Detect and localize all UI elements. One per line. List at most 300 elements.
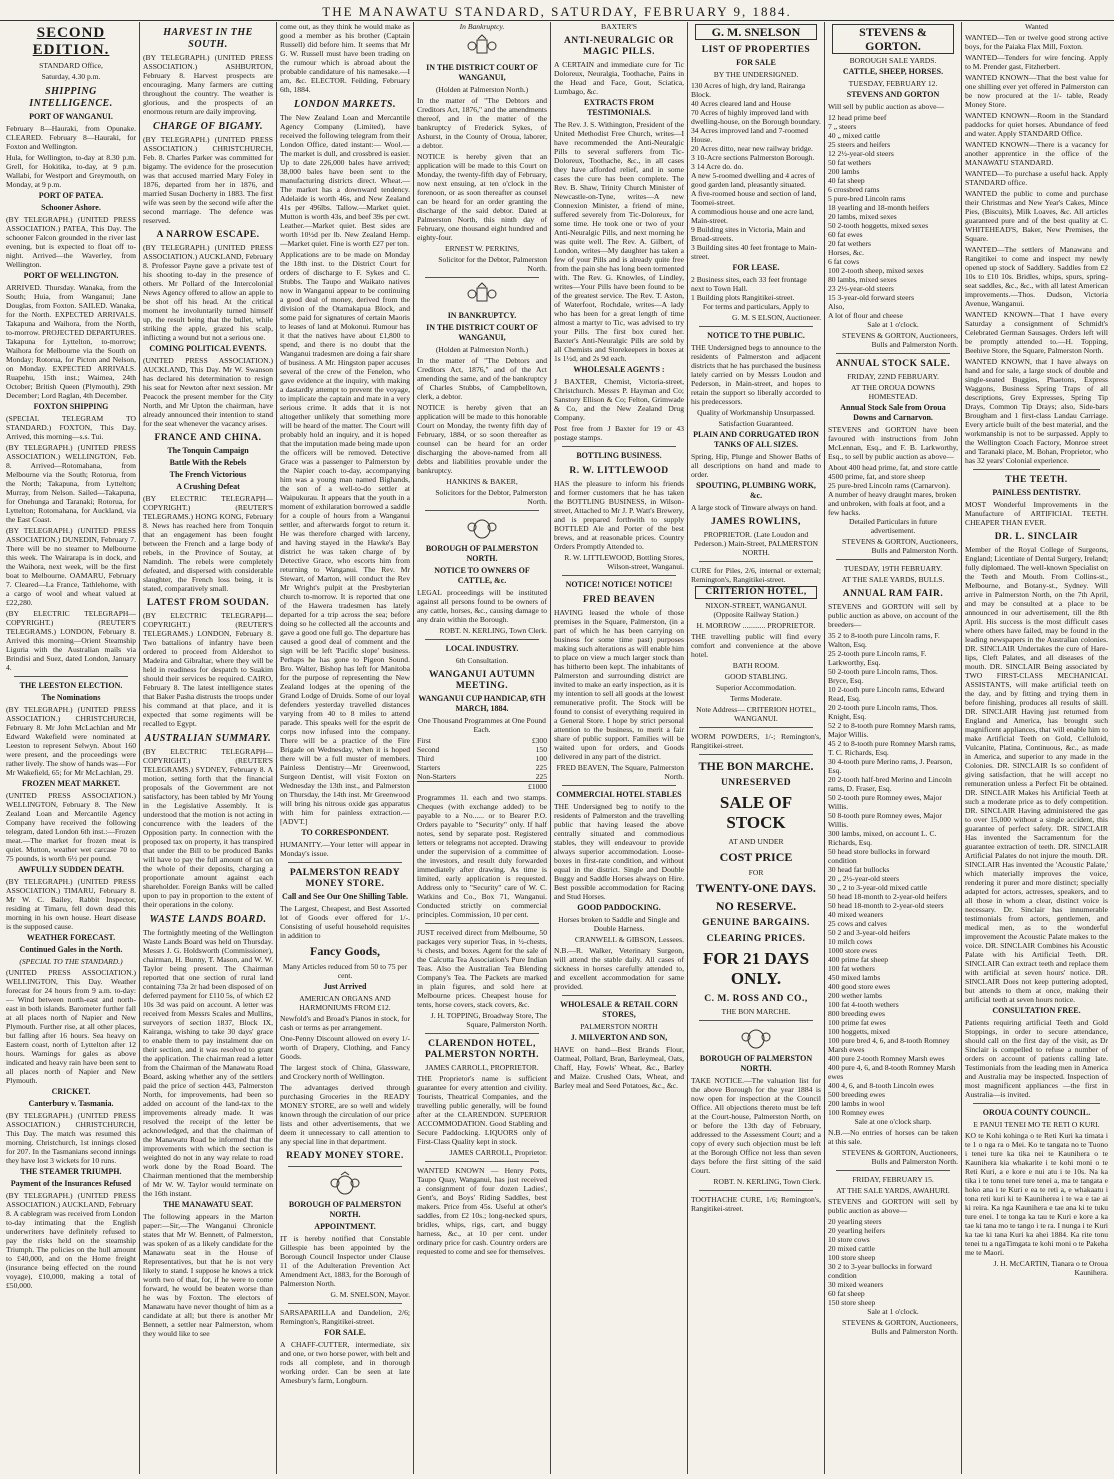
steamer-text: (BY TELEGRAPH.) (UNITED PRESS ASSOCIATION.) AUCKLAND, February 8. A cablegram was received from London to-day intimating that the English underwriters have definitely refused to pay the risks held on the steamship Triumph. The policies on the hull amount to £40,000, and on the Home freight (insurance being effected on the round voyage), £10,000, making a total of £50,000. — [6, 1191, 136, 1290]
friday-15: FRIDAY, FEBRUARY 15. — [852, 1175, 934, 1184]
divider — [562, 446, 676, 447]
weather-text: (UNITED PRESS ASSOCIATION.) WELLINGTON, This Day. Weather forecast for 24 hours from 9 a.m. to-day:— Wind between north-east and north-east in both islands. Barometer further fall at all places north of Napier and New Plymouth. Further rise, at all other places, but falling after 16 hours. Sea heavy on Eastern coast, north of Lyttelton after 12 hours. Warnings for gales as above indicated and heavy rain have been sent to all places north of Napier and New Plymouth. — [6, 968, 136, 1085]
signature-1b: Solicitor for the Debtor, Palmerston North. — [438, 255, 547, 273]
bigamy-heading: CHARGE OF BIGAMY. — [152, 121, 264, 132]
appointment-signature: G. M. SNELSON, Mayor. — [330, 1290, 410, 1299]
property-item: 3 14 Acre do. do. — [691, 162, 744, 171]
county-heading: OROUA COUNTY COUNCIL. — [982, 1108, 1091, 1117]
divider — [699, 1020, 813, 1021]
littlewood-signature: R. W. LITTLEWOOD, Bottling Stores, Wilson-street, Wanganui. — [564, 553, 684, 571]
stock-item: 10 milch cows — [828, 937, 873, 946]
matter-1: In the matter of "The Debtors and Creditors Act, 1876," and the amendments thereof, and in the matter of the bankruptcy of Frederick Sykes, of Ashurst, in the County of Oroua, laborer, a debtor. — [417, 96, 547, 150]
sudden-text: (BY TELEGRAPH.) (UNITED PRESS ASSOCIATION.) TIMARU, February 8. Mr W. C. Bailey, Rabbit Inspector, residing at Timaru, fell down dead this morning in his own house. Heart disease is the supposed cause. — [6, 877, 136, 931]
weather-special: (SPECIAL TO THE STANDARD.) — [19, 957, 123, 966]
divider — [562, 785, 676, 786]
bath-room: BATH ROOM. — [732, 661, 780, 670]
stock-item: 100 prime fat ewes — [828, 1018, 886, 1027]
france-text: (BY ELECTRIC TELEGRAPH—COPYRIGHT.) (REUTER'S TELEGRAMS.) HONG KONG, February 8. News has reached here from Tonquin that an engagement has been fought between the French and a large body of rebels, in the Province of Soutay, at Namdinh. The rebels were completely defeated, and dispersed with considerable slaughter, the French loss being, it is stated, comparatively small. — [143, 494, 273, 593]
wanted-5: WANTED KNOWN—There is a vacancy for another apprentice in the office of the MANAWATU STANDARD. — [965, 140, 1108, 167]
property-item: 70 Acres of highly improved land with dwelling-house, on the Borough boundary. — [691, 108, 821, 126]
bon-marche-heading: THE BON MARCHE. — [698, 759, 814, 773]
borough-heading: BOROUGH OF PALMERSTON NORTH. — [425, 544, 539, 563]
store-heading: PALMERSTON READY MONEY STORE. — [289, 868, 401, 889]
for-sale-heading: FOR SALE. — [324, 1328, 366, 1337]
stock-item: 20 mixed cattle — [828, 1244, 875, 1253]
france-sub-3: The French Victorious — [169, 470, 247, 479]
awahuri-yards: AT THE SALE YARDS, AWAHURI. — [836, 1186, 950, 1195]
prize-label: First — [417, 736, 431, 745]
cricket-heading: CRICKET. — [51, 1087, 91, 1096]
appointment-heading: APPOINTMENT. — [314, 1222, 376, 1231]
lease-list — [691, 275, 821, 302]
property-item: 3 Building sites 40 feet frontage to Main-street. — [691, 243, 817, 261]
stock-item: 20 2-tooth pure Lincoln rams, Thos. Knight, Esq. — [828, 703, 938, 721]
stock-item: 400 good store ewes — [828, 982, 891, 991]
painless-dentistry: PAINLESS DENTISTRY. — [992, 488, 1081, 497]
column-7 — [828, 22, 958, 1472]
property-item: 34 Acres improved land and 7-roomed House. — [691, 126, 809, 144]
stock-item: 30 mixed weaners — [828, 1280, 884, 1289]
snelson-signature: G. M. S ELSON, Auctioneer. — [731, 313, 821, 322]
stock-item: 50 fat wethers — [828, 158, 872, 167]
divider — [699, 561, 813, 562]
stock-item: 400 pure 2-tooth Romney Marsh ewes — [828, 1054, 945, 1063]
london-heading: LONDON MARKETS. — [294, 99, 396, 110]
corn-stores-place: PALMERSTON NORTH — [580, 1022, 658, 1031]
ram-list — [828, 631, 958, 1117]
stock-item: 45 2 to 8-tooth pure Romney Marsh rams, T. C. Richards, Esq. — [828, 739, 956, 757]
quality: Quality of Workmanship Unsurpassed. — [697, 408, 815, 417]
divider — [699, 754, 813, 755]
at-and-under: AT AND UNDER — [728, 837, 784, 846]
stock-item: 50 2 and 3-year-old heifers — [828, 928, 911, 937]
stock-item: 300 lambs, mixed, on account L. C. Richards, Esq. — [828, 829, 937, 847]
spouting: SPOUTING, PLUMBING WORK, &c. — [696, 481, 816, 500]
wanted-6: WANTED—To purchase a useful hack. Apply STANDARD office. — [965, 169, 1108, 187]
consultation-text: Patients requiring artificial Teeth and Gold Stoppings, in order to secure attendance, should call on the first day of the visit, as Dr Sinclair is compelled to refuse a number of orders on account of patients calling late. Testimonials from the leading men in America and Australia may be inspected. Inspection of most magnificent appliances —the first in Australia—is invited. — [965, 1018, 1108, 1099]
sg-intro-1: Will sell by public auction as above— — [828, 102, 945, 111]
property-item: A new 5-roomed dwelling and 4 acres of good garden land, pleasantly situated. — [691, 171, 815, 189]
consultation-heading: CONSULTATION FREE. — [992, 1006, 1081, 1015]
port-wanganui: PORT OF WANGANUI. — [29, 112, 113, 121]
stock-item: 25 2-tooth pure Lincoln rams, F. Larkworthy, Esq. — [828, 649, 927, 667]
sale-time-3: Sale at 1 o'clock. — [867, 1307, 919, 1316]
consultation: 6th Consultation. — [455, 656, 509, 665]
panui-heading: E PANUI TENEI MO TE RETI O KURI. — [973, 1120, 1100, 1129]
prize-row — [417, 754, 547, 763]
sg-heading-1: STEVENS AND GORTON — [846, 90, 940, 99]
criterion-location: NIXON-STREET, WANGANUI. (Opposite Railway Station.) — [705, 601, 807, 619]
tuesday-19: TUESDAY, 19TH FEBRUARY. — [843, 564, 943, 573]
stock-list-1 — [828, 113, 958, 320]
sarsaparilla-ad: SARSAPARILLA and Dandelion, 2/6; Remington's, Rangitikei-street. — [280, 1308, 410, 1326]
prize-amount: 150 — [535, 745, 547, 754]
terms: For terms and particulars, Apply to — [702, 302, 810, 311]
stock-item: 200 wether lambs — [828, 991, 882, 1000]
sale-time-1: Sale at 1 o'clock. — [867, 320, 919, 329]
wanted-heading: Wanted — [1024, 22, 1048, 31]
column-5 — [554, 22, 684, 1472]
paddocking: GOOD PADDOCKING. — [577, 903, 661, 912]
stock-item: Also, — [828, 302, 845, 311]
bigamy-text: (BY TELEGRAPH.) (UNITED PRESS ASSOCIATION.) CHRISTCHURCH, Feb. 8. Charles Parker was committed for bigamy. The evidence for the prosecution was that accused married Mary Foley in 1876, departed from her in 1876, and married Susan Docherty in 1883. The first wife was seen by the second wife after the second marriage. The defence was reserved. — [143, 135, 273, 225]
oroua-homestead: AT THE OROUA DOWNS HOMESTEAD. — [851, 383, 935, 401]
auctioneers-1: STEVENS & GORTON, Auctioneers, Bulls and Palmerston North. — [841, 331, 958, 349]
rowlins-heading: JAMES ROWLINS, — [711, 517, 801, 527]
signature-2: HANKINS & BAKER, — [446, 477, 518, 486]
stock-item: 100 Romney ewes — [828, 1108, 885, 1117]
stock-item: 450 mixed lambs — [828, 973, 881, 982]
criterion-proprietor: H. MORROW ............ PROPRIETOR. — [696, 621, 816, 630]
column-rule — [824, 22, 825, 1474]
wanted-10: WANTED KNOWN, that I have always on hand and for sale, a large stock of double and single-seated Buggies, Phaetons, Express Waggons, Business Spring Traps of all descriptions, Grey Expresses, Spring Tip Drays, Common Tip Drays; also, Side-bars Brougham and 1 first-class Landau Carriage. Every article built of the best material, and the workmanship is not to be surpassed. Apply to the Wellington Coach Factory, Monroe street and Taranaki place, M. Bohan, Proprietor, who has 32 years' Colonial experience. — [965, 357, 1108, 465]
divider — [562, 995, 676, 996]
london-text: The New Zealand Loan and Mercantile Agency Company (Limited), have received the following telegram from their London Office, dated instant:— Wool.—The market is dull, and crossbred is easier. Up to date 226,000 bales have arrived; 38,000 bales have been sent to the manufacturing districts direct. Wheat.—The market has a downward tendency. Adelaide is worth 46s, and New Zealand 41s per 496lbs. Tallow.—Market quiet. Mutton is worth 43s, and beef 39s per cwt. Leather.—Market quiet. Best sides are worth 10½d per lb. New Zealand Hemp.—Market quiet. Fine is worth £27 per ton. — [280, 113, 410, 248]
wanted-9: WANTED KNOWN—That I have every Saturday a consignment of Schmidt's Celebrated German Sausages. Orders left will be promptly attended to.—H. Topping, Beehive Store, the Square, Palmerston North. — [965, 310, 1108, 355]
property-item: 20 Acres ditto, near new railway bridge. — [691, 144, 813, 153]
borough-sale-yards: BOROUGH SALE YARDS. — [849, 56, 937, 65]
stock-item: 50 2-tooth hoggetts, mixed sexes — [828, 221, 929, 230]
sudden-heading: AWFULLY SUDDEN DEATH. — [18, 865, 124, 874]
prize-table — [417, 736, 547, 781]
clearing-prices: CLEARING PRICES. — [706, 934, 806, 944]
foxton-text: (SPECIAL TELEGRAM TO STANDARD.) FOXTON, This Day. Arrived, this morning—s.s. Tui. — [6, 414, 136, 441]
election-text: (BY TELEGRAPH.) (UNITED PRESS ASSOCIATION.) CHRISTCHURCH, February 8. Mr John McLachlan and Mr Edward Wakefield were nominated at Leeston to represent Selwyn. About 160 were present, and the proceedings were rather lively. The show of hands was—For Mr Wakefield, 65; for Mr McLachlan, 29. — [6, 705, 136, 777]
standard-office: STANDARD Office, — [39, 61, 103, 70]
cricket-sub: Canterbury v. Tasmania. — [28, 1099, 114, 1108]
auctioneers-3: STEVENS & GORTON, Auctioneers, Bulls and Palmerston North. — [841, 1148, 958, 1166]
stevens-gorton-heading: STEVENS & GORTON. — [832, 24, 954, 54]
stock-item: 500 breeding ewes — [828, 1090, 885, 1099]
wanted-4: WANTED KNOWN—Room in the Standard paddocks for quiet horses. Abundance of feed and water. Apply STANDARD Office. — [965, 111, 1108, 138]
prize-row — [417, 736, 547, 745]
stock-item: 20 2-tooth half-bred Merino and Lincoln rams, D. Fraser, Esq. — [828, 775, 952, 793]
stock-item: 18 yearling and 18-month heifers — [828, 203, 930, 212]
pianos: Newfold's and Broad's Pianos in stock, for cash or terms as per arrangement. — [280, 1014, 410, 1032]
unreserved: UNRESERVED — [720, 778, 792, 788]
ross-heading: C. M. ROSS AND CO., — [704, 994, 808, 1004]
bankruptcy-2-title: IN BANKRUPTCY. — [447, 311, 517, 320]
stock-item: 60 fat sheep — [828, 1289, 865, 1298]
clarendon-heading: CLARENDON HOTEL, PALMERSTON NORTH. — [425, 1039, 539, 1060]
notice-heading: NOTICE! NOTICE! NOTICE! — [565, 580, 673, 589]
baxter-title: ANTI-NEURALGIC OR MAGIC PILLS. — [563, 36, 675, 57]
borough-heading: BOROUGH OF PALMERSTON NORTH. — [699, 1054, 813, 1073]
cable-text: (BY ELECTRIC TELEGRAPH—COPYRIGHT.) (REUTER'S TELEGRAMS.) LONDON, February 8. Arrived this morning—Orient Steamship Liguria with the Australian mails via Brindisi and Suez, dated London, January 4. — [6, 609, 136, 672]
divider — [836, 353, 950, 354]
prize-row — [417, 745, 547, 754]
bulls-yards: AT THE SALE YARDS, BULLS. — [841, 575, 945, 584]
stock-item: 400 prime fat sheep — [828, 955, 889, 964]
election-sub: The Nominations — [41, 693, 101, 702]
cattle-notice-heading: NOTICE TO OWNERS OF CATTLE, &c. — [434, 566, 530, 585]
stock-item: About 400 head prime, fat, and store cattle — [828, 463, 958, 472]
town-clerk: ROBT. N. KERLING, Town Clerk. — [439, 626, 547, 635]
awahuri-list — [828, 1217, 958, 1307]
prize-label: Third — [417, 754, 434, 763]
stock-item: 25 cows and calves — [828, 919, 887, 928]
stock-item: 50 2-tooth pure Romney ewes, Major Willis. — [828, 793, 942, 811]
sinclair-heading: DR. L. SINCLAIR — [994, 532, 1079, 542]
shipping-heading: SHIPPING INTELLIGENCE. — [29, 86, 113, 109]
coat-of-arms-icon — [328, 1171, 362, 1197]
local-industry: LOCAL INDUSTRY. — [445, 644, 519, 653]
divider — [425, 639, 539, 640]
clarendon-text: THE Proprietor's name is sufficient guarantee for every attention and civility. Tourists, Theatrical Companies, and the travelling public generally, will be found after at the CLARENDON. SUPERIOR ACCOMMODATION. Good Stabling and Secure Paddocking. LIQUORS only of First-Class Quality kept in stock. — [417, 1074, 547, 1146]
stock-item: 100 fat wethers — [828, 964, 875, 973]
notice-1: NOTICE is hereby given that an application will be made to this Court on Monday, the twenty-fifth day of February, now next ensuing, at ten o'clock in the forenoon, or as soon thereafter as counsel can be heard for an order granting the discharge of the said debtor. Dated at Palmerston North, this ninth day of February, one thousand eight hundred and eighty-four. — [417, 152, 547, 242]
wanted-7: WANTED the public to come and purchase their Christmas and New Year's Cakes, Mince Pies, (Biscuits), Milk Loaves, &c. All articles guaranteed pure and of the best quality at C. WHITEHEAD'S, Baker, New Premises, the Square. — [965, 189, 1108, 243]
baxter-text: A CERTAIN and immediate cure for Tic Doloreux, Neuralgia, Toothache, Pains in the Head and Face, Gout, Sciatica, Lumbago, &c. — [554, 60, 684, 96]
masthead-rule — [0, 20, 1114, 21]
stock-item: 15 3-year-old forward steers — [828, 293, 915, 302]
stock-item: 50 head store bullocks in forward condition — [828, 847, 930, 865]
seat-continued: come out, as they think he would make as good a member as his brother (Captain Russell) did before him. It seems that Mr G. W. Russell must have been trading on the rumour which is abroad about the probable candidature of his namesake.—I am, &c. ELECTOR. Feilding, February 6th, 1884. — [280, 22, 410, 94]
agents-heading: WHOLESALE AGENTS : — [573, 365, 665, 374]
stock-item: 20 „ 2½-year-old steers — [828, 874, 900, 883]
france-sub-2: Battle With the Rebels — [169, 458, 247, 467]
property-list — [691, 81, 821, 261]
column-3 — [280, 22, 410, 1472]
rms-heading: READY MONEY STORE. — [286, 1151, 404, 1161]
tinware: A large stock of Tinware always on hand. — [691, 503, 817, 512]
prize-amount: 100 — [535, 754, 547, 763]
steamer-sub: Payment of the Insurances Refused — [10, 1179, 132, 1188]
weather-sub: Continued Gales in the North. — [19, 945, 123, 954]
stock-item: 30 2 to 3-year bullocks in forward condition — [828, 1262, 932, 1280]
annual-sub: Annual Stock Sale from Oroua Downs and Carnarvon. — [840, 403, 946, 422]
column-rule — [413, 22, 414, 1474]
divider — [288, 1166, 402, 1167]
masthead: THE MANAWATU STANDARD, SATURDAY, FEBRUARY 9, 1884. — [322, 4, 792, 19]
ram-fair-heading: ANNUAL RAM FAIR. — [842, 589, 944, 599]
harvest-heading: HARVEST IN THE SOUTH. — [163, 27, 253, 50]
stock-item: 60 fat ewes — [828, 230, 863, 239]
stock-item: 52 2 to 8-tooth pure Romney Marsh rams, Major Willis. — [828, 721, 956, 739]
correspondent-heading: TO CORRESPONDENT. — [301, 828, 389, 837]
bottling-heading: BOTTLING BUSINESS. — [576, 451, 662, 460]
column-rule — [276, 22, 277, 1474]
frozen-text: (UNITED PRESS ASSOCIATION.) WELLINGTON, February 8. The New Zealand Loan and Mercantile Agency Company have received the following telegram, dated London 6th inst.:—Frozen meat.—The market for frozen meat is quiet. Mutton, weather wet carcase 70 to 75 pounds, is worth 6½ per pound. — [6, 791, 136, 863]
court-1-sub: (Holden at Palmerston North.) — [435, 85, 529, 94]
largest-stock: The largest stock of China, Glassware, and Crockery north of Wellington. — [280, 1063, 410, 1081]
divider — [699, 727, 813, 728]
signature-2b: Solicitors for the Debtor, Palmerston North. — [435, 488, 547, 506]
prize-row — [417, 772, 547, 781]
stock-item: 5 pure-bred Lincoln rams — [828, 194, 906, 203]
stock-item: 800 breeding ewes — [828, 1009, 885, 1018]
clarendon-signature: JAMES CARROLL, Proprietor. — [449, 1148, 547, 1157]
column-rule — [550, 22, 551, 1474]
stock-item: 40 mixed weaners — [828, 910, 884, 919]
properties-heading: LIST OF PROPERTIES — [701, 45, 811, 55]
valuation-notice: TAKE NOTICE.—The valuation list for the above Borough for the year 1884 is now open for inspection at the Council Office. All objections thereto must be left at the Court-house, Palmerston North, on or before the 13th day of February, addressed to the Assessment Court; and a copy of every such objection must be left at the Borough Office not less than seven days before the first sitting of the said Court. — [691, 1076, 821, 1175]
stock-item: 50 2-tooth pure Lincoln rams, Thos. Bryce, Esq. — [828, 667, 938, 685]
lease-item: 1 Building plots Rangitikei-street. — [691, 293, 795, 302]
store-sub: Call and See Our One Shilling Table. — [282, 892, 408, 901]
littlewood-heading: R. W. LITTLEWOOD — [569, 466, 669, 476]
twenty-one-days-only: FOR 21 DAYS ONLY. — [702, 949, 810, 988]
tea-ad: JUST received direct from Melbourne, 50 packages very superior Teas, in ½-chests, ¼ chests, and boxes. Agent for the sale of the Calcutta Tea Association's Pure Indian Teas. Also the Australian Tea Blending Company's Tea. The Packets are marked in plain figures, and sold here at Melbourne prices. Cheapest house for tents, horse covers, stack covers, &c. — [417, 928, 547, 1009]
auctioneers-2: STEVENS & GORTON, Auctioneers, Bulls and Palmerston North. — [841, 537, 958, 555]
piles-cure: CURE for Piles, 2/6, internal or external; Remington's, Rangitikei-street. — [691, 566, 821, 584]
twenty-one-days: TWENTY-ONE DAYS. — [696, 881, 816, 895]
column-rule — [687, 22, 688, 1474]
fancy-goods: Fancy Goods, — [309, 944, 380, 958]
stock-item: 100 fat 4-tooth wethers — [828, 1000, 899, 1009]
prize-label: Non-Starters — [417, 772, 456, 781]
divider — [699, 1190, 813, 1191]
prize-amount: £300 — [531, 736, 547, 745]
frozen-heading: FROZEN MEAT MARKET. — [21, 779, 120, 788]
cranwell-signature: CRANWELL & GIBSON, Lessees. — [574, 935, 684, 944]
prize-row — [417, 763, 547, 772]
stock-item: 100 hoggetts, mixed — [828, 1027, 890, 1036]
stock-item: 30 „ 2 to 3-year-old mixed cattle — [828, 883, 927, 892]
column-rule — [139, 22, 140, 1474]
divider — [14, 676, 128, 677]
correspondent-text: HUMANITY.—Your letter will appear in Monday's issue. — [280, 840, 410, 858]
column-1 — [6, 22, 136, 1472]
divider — [836, 1170, 950, 1171]
criterion-text: THE travelling public will find every comfort and convenience at the above hotel. — [691, 632, 821, 659]
second-edition-heading: SECOND EDITION. — [32, 25, 110, 58]
stock-item: 50 8-tooth pure Romney ewes, Major Willis. — [828, 811, 942, 829]
rowlins-sub: PROPRIETOR. (Late Loudon and Pederson.) Main-Street, PALMERSTON NORTH. — [693, 530, 819, 557]
property-item: 9 Building sites in Victoria, Main and Broad-streets. — [691, 225, 806, 243]
corn-stores-text: HAVE on hand—Best Brands Flour, Oatmeal, Pollard, Bran, Barleymeal, Oats, Chaff, Hay, Fowls' Wheat, &c., Barley and Maize. Crushed Oats, Wheat, and Barley meal and Seed Potatoes, &c., &c. — [554, 1045, 684, 1090]
annual-sale-heading: ANNUAL STOCK SALE. — [835, 359, 951, 369]
matter-2: In the matter of "The Debtors and Creditors Act, 1876," and of the Act amending the same, and of the bankruptcy of Charles Stubbs, of Campbelltown, clerk, a debtor. — [417, 356, 547, 401]
port-patea: PORT OF PATEA. — [38, 191, 104, 200]
store-text: The Largest, Cheapest, and Best Assorted lot of Goods ever offered for 1/-. Consisting of useful household requisites in addition to — [280, 904, 410, 940]
waste-lands-text: The fortnightly meeting of the Wellington Waste Lands Board was held on Thursday. Messrs J. G. Holdsworth (Commissioner), chairman, H. Bunny, T. Mason, and W. W. Taylor being present. The Chairman reported that one section of rural land containing 73a 2r had been disposed of on deferred payment for £110 5s, of which £2 10s 3d was paid on account. A letter was received from Messrs Scales and Mullins, surveyors of section 1837, Block IX, Kairanga, wishing to take 30 days' grace to enable them to pay instalment due on their section, and it was resolved to grant the application. The chairman read a letter from the Chairman of the Manawatu Road Board, asking whether any of the settlers paid the price of section 443, Palmerston North, for improvements, had been so added on account of the land-tax to the improvements already made. It was resolved the receipt of the letter be acknowledged, and that the chairman of the Manawatu Road be informed that the improvements with which the section is weighted do not in any way relate to road work done by the Road Board. The Chairman mentioned that the membership of Mr W. W. Taylor would terminate on the 16th instant. — [143, 928, 273, 1198]
beaven-text: HAVING leased the whole of those premises in the Square, Palmerston, (in a part of which he has been carrying on business for some time past) purposes making such alterations as will enable him to place on view a much larger stock than has hitherto been kept. The inhabitants of Palmerston and surrounding district are invited to make an early inspection, as it is my intention to sell all goods at the lowest remunerative profit. The Stock will be found to consist of everything required in a General Store. I hope by strict personal attention to the business, to merit a fair share of public support. Families will be waited upon for orders, and Goods delivered in any part of the district. — [554, 608, 684, 761]
topping-signature: J. H. TOPPING, Broadway Store, The Square, Palmerston North. — [430, 1011, 547, 1029]
sinclair-text: Member of the Royal College of Surgeons, England; Licentiate of Dental Surgery, Ireland; fully diplomaed. The well-known Specialist on the Teeth and Mouth. From Collins-st., Melbourne, and Botany-st., Sydney. Will arrive in Palmerston North, on the 7th April, and may be consulted at a place to be announced in our advertisement, till the 8th April. His success is the most difficult cases where others have failed, may be found in the leading newspapers in the Australian colonies. DR. SINCLAIR Undertakes the cure of Hare-lips, Cleft Palates, and all diseases of the mouth. DR. SINCLAIR Being associated by TWO FIRST-CLASS MECHANICAL ASSISTANTS, will make artificial teeth on the day, and by fitting and trying them in before finishing, produces all results of skill. DR. SINCLAIR Having just returned from England and America, has brought such magnificent appliances, that will enable him to make Artificial Teeth on Gold, Celluloid, Vulcanite, Platina, Continuous, &c., as made in America, and superior to any made in the Colonies. DR. SINCLAIR Is so confident of giving satisfaction, that he will accept no remuneration unless a Perfect Fit be obtained. DR. SINCLAIR Makes his Artificial Teeth at such a moderate price as to defy competition. DR. SINCLAIR Having administered the gas to over 15,000 without a single accident, this guarantee of perfect safety. DR. SINCLAIR Has invented the Sacramentum for the guarantee extraction of teeth. DR. SINCLAIR Artificial Palates do not injure the mouth. DR. SINCLAIR Has invented the 'Acoustic Palate,' which materially improves the voice, rendering it purer and more distinct; specially adapted for actors, actresses, speakers, and to all those in whom a clear, distinct voice is necessary. Dr. Sinclair has innumerable testimonials from actors, gentlemen, and medical men, as to the wonderful improvement the Acoustic Palate makes to the voice. DR. SINCLAIR Combines his Acoustic Palate with his Artificial Teeth. DR. SINCLAIR Can extract teeth and replace them with artificial at seven hours' notice. DR. SINCLAIR Does not keep puttering adopted, but attends to them at once, making their artificial teeth at seven hours notice. — [965, 545, 1108, 1004]
criterion-address: Note Address— CRITERION HOTEL, WANGANUI. — [696, 705, 816, 723]
stock-item: 25 steers and heifers — [828, 140, 891, 149]
stock-item: A number of heavy draught mares, broken and unbroken, with foals at foot, and a few hacks. — [828, 490, 957, 517]
stock-item: A lot of flour and cheese — [828, 311, 903, 320]
stock-item: 12 head prime beef — [828, 113, 887, 122]
property-item: A five-roomed house and section of land, Toomei-street. — [691, 189, 817, 207]
escape-heading: A NARROW ESCAPE. — [156, 230, 260, 240]
broken-horses: Horses broken to Saddle and Single and Double Harness. — [558, 915, 680, 933]
seat-heading: THE MANAWATU SEAT. — [162, 1200, 253, 1209]
office-time: Saturday, 4.30 p.m. — [41, 72, 101, 81]
for: FOR — [748, 868, 764, 877]
valuation-signature: ROBT. N. KERLING, Town Clerk. — [713, 1177, 821, 1186]
divider — [288, 1303, 402, 1304]
programme-text: Programmes 1l. each and two stamps. Cheques (with exchange added) to be payable to a No...... or to Bearer P.O. Orders payable to "Security" only. If half notes, send by separate post. Registered letters or telegrams not accepted. Drawing under the supervision of a committee of the investors, and result duly forwarded immediately after drawing. As time is limited, early application is requested. Address only to "Security" care of W. C. Watkins and Co., Box 71, Wanganui. Conducted strictly on commercial principles. Commission, 10 per cent. — [417, 793, 547, 919]
advantages: The advantages derived through purchasing Groceries in the READY MONEY STORE, are so well and widely known through the circulation of our price lists and other advertisements, that we deem it unnecessary to call attention to any special line in that department. — [280, 1083, 410, 1146]
australian-heading: AUSTRALIAN SUMMARY. — [144, 733, 272, 744]
waste-lands-heading: WASTE LANDS BOARD. — [149, 914, 267, 925]
soudan-text: (BY ELECTRIC TELEGRAPH—COPYRIGHT.) (REUTER'S TELEGRAMS.) LONDON, February 8. Two battalions of infantry have been ordered to proceed from Aldershot to Madeira and Gibraltar, where they will be held in readiness for despatch to Suakim should their services be required. CAIRO, February 8. The latest intelligence states that Baker Pasha distrusts the troops under his command at that place, and it is expected that some regiments will be recalled to Egypt. — [143, 611, 273, 728]
notice-public-heading: NOTICE TO THE PUBLIC. — [707, 331, 805, 340]
beaven-heading: FRED BEAVEN — [582, 595, 656, 605]
criterion-heading: CRITERION HOTEL, — [695, 586, 817, 599]
snelson-heading: G. M. SNELSON — [695, 24, 817, 40]
cost-price: COST PRICE — [719, 850, 793, 864]
sg-annual-intro: STEVENS and GORTON have been favoured with instructions from John McLennan, Esq., and F. B. Larkworthy, Esq., to sell by public auction as above— — [828, 425, 958, 461]
worm-powders: WORM POWDERS, 1/-; Remington's, Rangitikei-street. — [691, 732, 821, 750]
column-4 — [417, 22, 547, 1472]
testimonials: The Rev. J. S. Withington, President of the United Methodist Free Church, writes—I have recommended the Anti-Neuralgic Pills to several sufferers from Tic-Doloreux, Toothache, &c., in all cases they have afforded relief, and in some cases the cure has been complete. The Rev. B. Shaw, Trinity Church Minister of Newcastle-on-Tyne, writes—A new Connexion Minister, a friend of mine, suffered severely from Tic-Doloreux, for some time. He took one or two of your Anti-Neuralgic Pills, and next morning he was quite well. The Rev. A. Gilbert, of London, writes—My daughter has taken a few of your Pills and is already quite free from the pain she has long been tormented with. The Rev. G. Knowles, of Lindley, writes—Your Pills have been found to be of the greatest service. The Rev. T. Aston, of Waterfoot, Rochdale, writes—A lady who has been for a great length of time almost a martyr to Tic, was advised to try your Pills. The first box cured her. Baxter's Anti-Neuralgic Pills are sold by all Chemists and Storekeepers in boxes at 1s 1½d, and 2s 9d each. — [554, 120, 684, 363]
discount: One-Penny Discount allowed on every 1/- worth of Drapery, Clothing, and Fancy Goods. — [280, 1034, 410, 1061]
stock-item: 40 fat sheep — [828, 176, 865, 185]
prize-label: Starters — [417, 763, 441, 772]
bankruptcy-1-title: In Bankruptcy. — [459, 22, 505, 31]
column-8 — [965, 22, 1108, 1472]
stock-item: 20 yearling heifers — [828, 1226, 885, 1235]
stock-item: 100 store sheep — [828, 1253, 876, 1262]
auctioneers-4: STEVENS & GORTON, Auctioneers, Bulls and Palmerston North. — [841, 1318, 958, 1336]
satisfaction: Satisfaction Guaranteed. — [718, 419, 794, 428]
borough-heading: BOROUGH OF PALMERSTON NORTH. — [288, 1200, 402, 1219]
stock-item: 23 2½-year-old steers — [828, 284, 894, 293]
local-news: Applications are to be made on Monday the 18th inst. to the District Court for orders of discharge to F. Sykes and C. Stubbs. The Taupo and Waikato natives now in Wanganui appear to be continuing a good deal of money, derived from the division of the Otamakapua Block, and some paid for signatures of certain Maoris to leases of land at Mokonui. Rumour has it that the natives have about £1,800 to spend, and there is no doubt that the Wanganui tradesmen are doing a fair share of business. A Mr. Hingston paper accuses several of the crew of the Fenelon, who gave evidence at the inquiry, with making a dastardly attempt to prevent the voyage, to implicate the captain and mate in a very serious crime. It adds that it is not altogether unlikely that something more will be heard of the matter. The Court will probably hold an inquiry, and it is hoped that the imputation made being made upon the officers will be removed. Detective Grace was a passenger to Palmerston by the Napier coach to-day, accompanying him was a young man named Bighands, the son of a well-to-do settler at Waipukurau. It appears that the youth in a moment of exhilaration borrowed a saddle for a couple of hours from a Wanganui settler, and afterwards forgot to return it. He was therefore charged with larceny, and having stayed in the Hawke's Bay district he was taken charge of by Detective Grace, who escorts him from returning to Wanganui. The Rev. Mr Stewart, of Marton, will conduct the Rev Mr Wright's pulpit at the Presbyterian church to-morrow. It is reported that one of the Hawera tradesmen has lately departed for a trip across the sea; before doing so he collected all the accounts and gave a good one full go. The departure has caused a good deal of comment and the sign will be left 'Pacific slope' business. Perhaps he has gone to Pigeon Sound. Bro. Walter, Bishop has left for Manitoba for the purpose of representing the New Zealand lodges at the opening of the Grand Lodge of Druids. Some of our loyal defenders yesterday travelled distances varying from 40 to 8 miles to attend parade. This speaks well for the esprit de corps now infused into the company. There will be a practice of the Fire Brigade on Wednesday, when it is hoped there will be a full muster of members. Painless Dentistry—Mr Greenwood, Surgeon Dentist, will visit Foxton on Wednesday the 13th inst., and Palmerston on Thursday, the 14th inst. Mr Greenwood will bring his nitrous oxide gas apparatus with him for painless extraction.—[ADVT.] — [280, 250, 410, 826]
schooner-text: (BY TELEGRAPH.) (UNITED PRESS ASSOCIATION.) PATEA, This Day. The schooner Falcon grounded in the river last evening, but is expected to float off to-night. Arrived—the Waverley, from Wellington. — [6, 215, 136, 269]
baxter-heading: BAXTER'S — [601, 22, 637, 31]
cattle-sheep-horses: CATTLE, SHEEP, HORSES. — [842, 67, 944, 76]
divider — [425, 1161, 539, 1162]
just-arrived: Just Arrived — [323, 982, 367, 991]
stabling: GOOD STABLING. — [724, 672, 788, 681]
property-item: A commodious house and one acre land, Main-street. — [691, 207, 814, 225]
prize-amount: 225 — [535, 772, 547, 781]
stock-item: 10 2-tooth pure Lincoln rams, Edward Read, Esq. — [828, 685, 945, 703]
sg-awahuri-intro: STEVENS and GORTON will sell by public auction as above— — [828, 1197, 958, 1215]
stock-item: 400 4, 6, and 8-tooth Lincoln ewes — [828, 1081, 934, 1090]
lease-item: 2 Business sites, each 33 feet frontage next to Town Hall. — [691, 275, 807, 293]
court-1-heading: IN THE DISTRICT COURT OF WANGANUI, — [426, 63, 538, 82]
sale-of-stock: SALE OF STOCK — [719, 793, 793, 832]
wanganui-departures: Hula, for Wellington, to-day at 8.30 p.m. Grell, for Hokitika, to-day, at 9 p.m. Wallabi, for Westport and Greymouth, on Monday, at 9 p.m. — [6, 153, 136, 189]
stock-item: 20 fat wethers — [828, 239, 872, 248]
column-rule — [961, 22, 962, 1474]
royal-arms-icon — [465, 282, 499, 308]
teeth-heading: THE TEETH. — [1005, 475, 1068, 485]
schooner-heading: Schooner Ashore. — [41, 203, 101, 212]
bon-marche-footer: THE BON MARCHE. — [721, 1007, 791, 1016]
port-wellington: PORT OF WELLINGTON. — [23, 271, 119, 280]
littlewood-text: HAS the pleasure to inform his friends and former customers that he has taken the BOTTLING BUSINESS, in Wilson-street, Attached to Mr J. P. Watt's Brewery, and is prepared forthwith to supply BOTTLED Ale and Porter of the best brews, and at reasonable prices. Country Orders Promptly Attended to. — [554, 479, 684, 551]
stock-item: 400 pure 4, 6, and 8-tooth Romney Marsh ewes — [828, 1063, 956, 1081]
political-heading: COMING POLITICAL EVENTS. — [149, 344, 267, 353]
stock-item: 6 fat cows — [828, 257, 860, 266]
column-6 — [691, 22, 821, 1472]
divider — [973, 469, 1100, 470]
signature-1: ERNEST W. PERKINS, — [444, 244, 520, 253]
stock-item: 50 head 18-month to 2-year-old steers — [828, 901, 944, 910]
postage: Post free from J Baxter for 19 or 43 postage stamps. — [554, 424, 684, 442]
foxton-heading: FOXTON SHIPPING — [33, 402, 109, 411]
wanganui-arrivals: February 8—Hauraki, from Opunake. CLEARED. February 8—Hauraki, for Foxton and Wellington. — [6, 124, 136, 151]
wanted-8: WANTED—The settlers of Manawatu and Rangitikei to come and inspect my newly opened up stock of Saddlery. Saddles from £2 10s to £10 10s. Bridles, whips, spurs, spring-seat saddles, &c., &c., with all latest American improvements.—Thos. Dudson, Victoria Avenue, Wanganui. — [965, 245, 1108, 308]
saddles-ad: WANTED KNOWN — Henry Potts, Taupo Quay, Wanganui, has just received a consignment of four dozen Ladies', Gent's, and Boys' Riding Saddles, best makers. Price from 45s. Useful at other's saddles, from £2 10s.; long-necked spurs, bridles, whips, rigs, cart, and buggy harness, &c., at 10 per cent. under ordinary price for cash. Country orders are requested to come and see for themselves. — [417, 1166, 547, 1256]
divider — [699, 326, 813, 327]
maori-notice: KO te Kohi kohinga o te Reti Kuri ka timata i te 1 o nga ra o Mei. Ko te tangata no te Tuono i tenei ture ka tika nei te Kaunihera o te Kaunihera kia whakarite i te kohi moni o te Reti Kuri, a e kore e nui atu i te 10s. Na ka tika i te tonu tenei ture tenei a, ma te tangata e hoko ana i te Kuri e ea te reti a, e whakaatu i tona reti kuri ki te Kauniherea i te wa e tae ai ki reira. Ka nga Kaunihera e tae ana ki te tuku ture enei. I te tonga ka tau te Kuri e kore a ka tae ki tana mo te tango i te ra. I nunga i te Kuri ka tae ki tana Kuri ka ahei 1884. Ka rite tonu tenei tu a ngaTimgata te kohi moni o te Pakeha me te Maori. — [965, 1131, 1108, 1257]
sg-ram-intro: STEVENS and GORTON will sell by public auction as above, on account of the breeders— — [828, 602, 958, 629]
divider — [288, 862, 402, 863]
iron-tanks: PLAIN AND CORRUGATED IRON TANKS OF ALL SIZES. — [693, 430, 819, 449]
stock-item: 25 pure-bred Lincoln rams (Carnarvon). — [828, 481, 951, 490]
stock-item: 12 2½-year-old steers — [828, 149, 894, 158]
genuine-bargains: GENUINE BARGAINS. — [702, 918, 810, 928]
detailed-particulars: Detailed Particulars in future advertisement. — [849, 517, 937, 535]
